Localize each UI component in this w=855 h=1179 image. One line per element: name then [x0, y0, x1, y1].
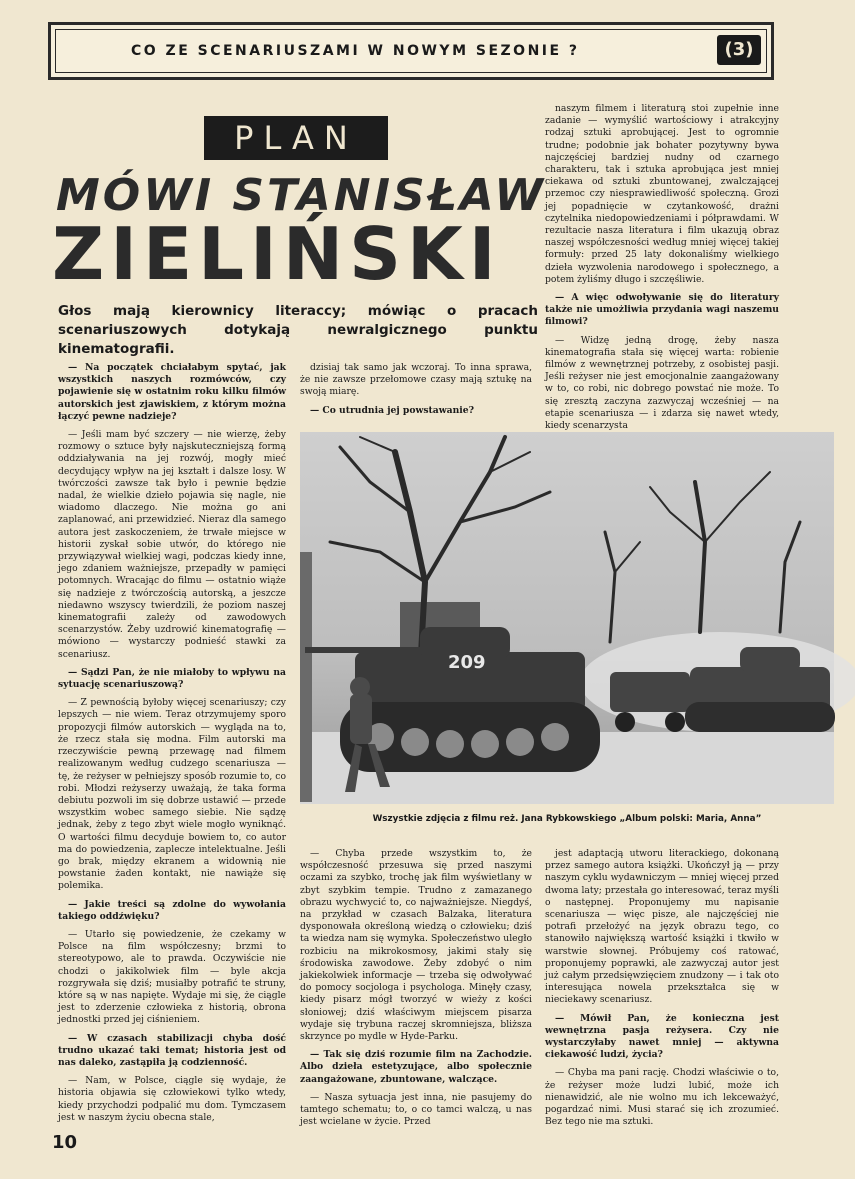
interview-question: — Mówił Pan, że konieczna jest wewnętrzna pasja reżysera. Czy nie wystarczyłaby nawet mniej — aktywna ciekawość ludzi, życia?: [545, 1012, 779, 1061]
interview-answer: naszym filmem i literaturą stoi zupełnie inne zadanie — wymyślić wartościowy i atrakcyjny rodzaj sztuki aprobującej. Jest to ogromnie trudne; podobnie jak bohater pozytywny bywa najczęściej bardziej nudny od czarnego charakteru, tak i sztuka aprobująca jest mniej ciekawa od sztuki zbuntowanej, zwalczającej przemoc czy niesprawiedliwość społeczną. Grozi jej popadnięcie w czytankowość, drażni czytelnika niedopowiedzeniami i półprawdami. W rezultacie nasza literatura i film ukazują obraz naszej współczesności według mniej więcej takiej formuły: przed 25 laty dokonaliśmy wielkiego dzieła wyzwolenia narodowego i społecznego, a potem żyliśmy długo i szczęśliwie.: [545, 103, 779, 285]
column-1: [58, 362, 286, 1124]
interview-answer: — Utarło się powiedzenie, że czekamy w Polsce na film współczesny; brzmi to stereotypowo, ale to prawda. Oczywiście nie chodzi o jakikolwiek film — byle akcja rozgrywała się dziś; musiałby potrafić te struny, które są w nas napięte. Wydaje mi się, że ciągle jest to zderzenie człowieka z historią, obrona jednostki przed jej ciśnieniem.: [58, 928, 286, 1026]
interview-question: — Tak się dziś rozumie film na Zachodzie. Albo dzieła estetyzujące, albo społecznie zaangażowane, zbuntowane, walczące.: [300, 1049, 532, 1085]
kicker-plan: PLAN: [204, 116, 388, 160]
interview-question: — Sądzi Pan, że nie miałoby to wpływu na sytuację scenariuszową?: [58, 666, 286, 691]
interview-answer: — Nam, w Polsce, ciągle się wydaje, że historia objawia się człowiekowi tylko wtedy, kiedy przychodzi podpalić mu dom. Tymczasem jest w naszym życiu obecna stale,: [58, 1075, 286, 1123]
interview-question: — Jakie treści są zdolne do wywołania takiego oddźwięku?: [58, 898, 286, 922]
column-3-bottom: [545, 848, 779, 1128]
photo-caption: Wszystkie zdjęcia z filmu reż. Jana Rybkowskiego „Album polski: Maria, Anna”: [372, 814, 762, 824]
column-2-top: [300, 362, 532, 428]
interview-question: — W czasach stabilizacji chyba dość trudno ukazać taki temat; historia jest od nas daleko, zastąpiła ją codzienność.: [58, 1032, 286, 1068]
interview-answer: — Widzę jedną drogę, żeby nasza kinematografia stała się więcej warta: robienie filmów z wewnętrznej potrzeby, z osobistej pasji. Jeśli reżyser nie jest emocjonalnie zaangażowany w to, co robi, nic dobrego powstać nie może. To się zresztą zaczyna zazwyczaj wcześniej — na etapie scenariusza — i zdarza się nawet wtedy, kiedy scenarzysta: [545, 334, 779, 432]
interview-answer: — Z pewnością byłoby więcej scenariuszy; czy lepszych — nie wiem. Teraz otrzymujemy sporo propozycji filmów autorskich — wygląda na to, że rzecz stała się modna. Film autorski ma rzeczywiście pewną przewagę nad filmem realizowanym według cudzego scenariusza — tę, że reżyser w pełniejszy sposób rozumie to, co robi. Młodzi reżyserzy uważają, że taka forma debiutu pozwoli im się dobrze ustawić — przede wszystkim wobec samego siebie. Nie sądzę jednak, żeby z tego zbyt wiele mogło wyniknąć. O wartości filmu decyduje bowiem to, co autor ma do powiedzenia, zaplecze intelektualne. Jeśli go brak, między ekranem a widownią nie powstanie żaden kontakt, nie nawiąże się polemika.: [58, 697, 286, 892]
interview-answer: — Chyba przede wszystkim to, że współczesność przesuwa się przed naszymi oczami za szybko, trochę jak film wyświetlany w zbyt szybkim tempie. Trudno z zamazanego obrazu wychwycić to, co najważniejsze. Niegdyś, na przykład w czasach Balzaka, literatura dysponowała określoną wiedzą o człowieku; dziś ta wiedza nam się wymyka. Społeczeństwo uległo rozbiciu na mikrokosmosy, jakimi stały się środowiska zawodowe. Żeby zdobyć o nim jakiekolwiek informacje — trzeba się odwoływać do pomocy socjologa i psychologa. Minęły czasy, kiedy pisarz mógł tworzyć w wieży z kości słoniowej; dziś właściwym miejscem pisarza wydaje się trybuna raczej skromniejsza, bliższa skrzynce po mydle w Hyde-Parku.: [300, 848, 532, 1043]
headline-line-2: ZIELIŃSKI: [52, 212, 502, 296]
interview-question: — A więc odwoływanie się do literatury także nie umożliwia przydania wagi naszemu filmowi?: [545, 292, 779, 328]
tanks-in-snow-image: [300, 432, 834, 804]
tank-number-label: 209: [448, 652, 486, 673]
series-title: CO ZE SCENARIUSZAMI W NOWYM SEZONIE ?: [131, 43, 580, 59]
series-part-number: (3): [717, 35, 761, 65]
interview-answer: — Chyba ma pani rację. Chodzi właściwie o to, że reżyser może ludzi lubić, może ich nienawidzić, ale nie wolno mu ich lekceważyć, pogardzać nimi. Musi starać się ich zrozumieć. Bez tego nie ma sztuki.: [545, 1067, 779, 1128]
interview-question: — Co utrudnia jej powstawanie?: [310, 404, 474, 416]
headline-line-1: MÓWI STANISŁAW: [56, 170, 546, 221]
interview-answer: — Jeśli mam być szczery — nie wierzę, żeby rozmowy o sztuce były najskuteczniejszą formą oddziaływania na jej rozwój, mogły mieć decydujący wpływ na jej kształt i dalsze losy. W twórczości zawsze tak było i pewnie będzie nadal, że wielkie dzieło pojawia się nagle, nie wiadomo dlaczego. Nie można go ani zaplanować, ani przewidzieć. Nieraz dla samego autora jest zaskoczeniem, że trwałe miejsce w historii zyskał sobie utwór, do którego nie przywiązywał wielkiej wagi, podczas kiedy inne, jego zdaniem ważniejsze, przepadły w pamięci potomnych. Wracając do filmu — ostatnio wiąże się nadzieje z twórczością autorską, a jeszcze niedawno wszyscy twierdzili, że poziom naszej kinematografii zależy od zawodowych scenarzystów. Żeby uzdrowić kinematografię — mówiono — wystarczy podnieść stawki za scenariusz.: [58, 429, 286, 660]
interview-answer: jest adaptacją utworu literackiego, dokonaną przez samego autora książki. Ukończył ją — przy naszym cyklu wydawniczym — mniej więcej przed dwoma laty; przestała go interesować, teraz myśli o następnej. Proponujemy mu napisanie scenariusza — więc pisze, ale najczęściej nie potrafi przełożyć na język obrazu tego, co stanowiło największą wartość książki i tkwiło w warstwie słownej. Próbujemy coś ratować, proponujemy poprawki, ale zazwyczaj autor jest już całym przedsięwzięciem znudzony — i tak oto interesująca nowela przekształca się w nieciekawy scenariusz.: [545, 848, 779, 1006]
interview-answer: — Nasza sytuacja jest inna, nie pasujemy do tamtego schematu; to, o co tamci walczą, u nas jest wcielane w życie. Przed: [300, 1091, 532, 1128]
interview-question: — Na początek chciałabym spytać, jak wszystkich naszych rozmówców, czy pojawienie się w ostatnim roku kilku filmów autorskich jest zjawiskiem, z którym można łączyć pewne nadzieje?: [58, 362, 286, 422]
page-number: 10: [52, 1132, 78, 1153]
series-header: [48, 22, 774, 80]
film-still-photo: [300, 432, 834, 804]
article-lead: Głos mają kierownicy literaccy; mówiąc o pracach scenariuszowych dotykają newralgicznego punktu kinematografii.: [58, 303, 538, 357]
column-2-bottom: [300, 848, 532, 1128]
interview-answer: dzisiaj tak samo jak wczoraj. To inna sprawa, że nie zawsze przełomowe czasy mają sztukę na swoją miarę.: [300, 362, 532, 398]
column-3-top: [545, 103, 779, 432]
